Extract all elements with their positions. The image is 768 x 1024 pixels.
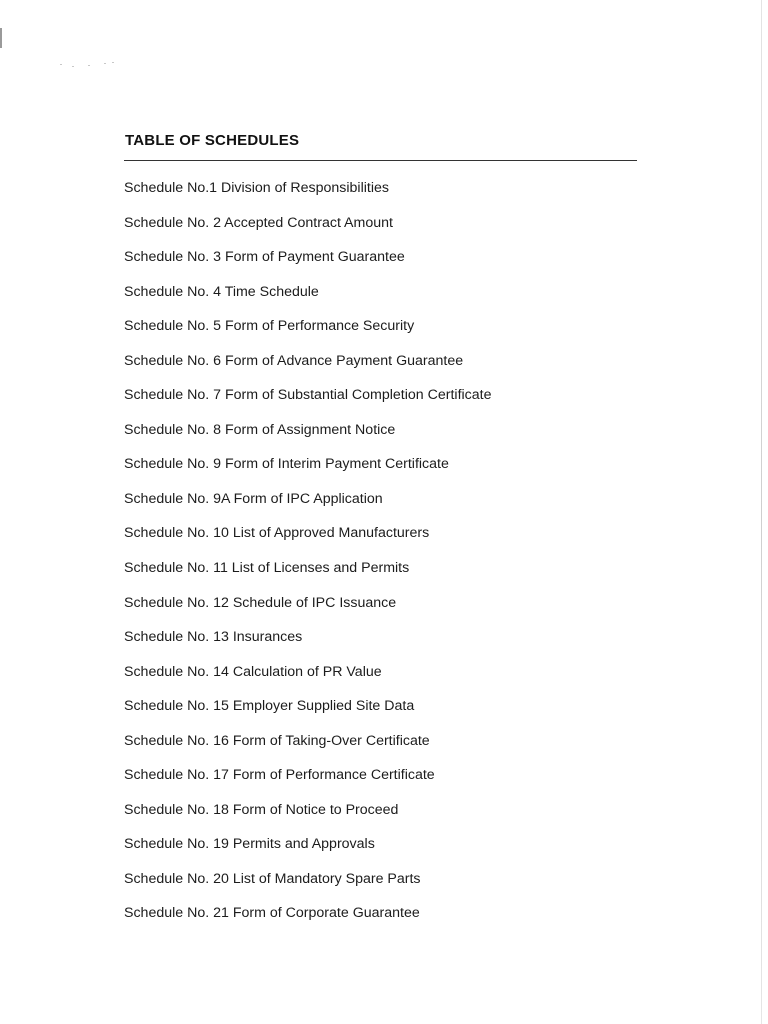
- page-title: TABLE OF SCHEDULES: [125, 132, 300, 149]
- schedule-item-5: Schedule No. 5 Form of Performance Security: [124, 318, 415, 335]
- schedule-item-1: Schedule No.1 Division of Responsibilities: [124, 180, 389, 196]
- schedule-item-17: Schedule No. 17 Form of Performance Certificate: [124, 767, 435, 784]
- schedule-list: [124, 179, 491, 939]
- schedule-item-9a: Schedule No. 9A Form of IPC Application: [124, 490, 383, 507]
- schedule-item-16: Schedule No. 16 Form of Taking-Over Certificate: [124, 732, 430, 749]
- scan-edge-shadow: [761, 0, 762, 1024]
- schedule-item-3: Schedule No. 3 Form of Payment Guarantee: [124, 249, 405, 266]
- schedule-item-2: Schedule No. 2 Accepted Contract Amount: [124, 214, 393, 231]
- scan-specks: [60, 60, 140, 70]
- schedule-item-8: Schedule No. 8 Form of Assignment Notice: [124, 421, 396, 438]
- schedule-item-10: Schedule No. 10 List of Approved Manufacturers: [124, 525, 430, 542]
- schedule-item-11: Schedule No. 11 List of Licenses and Permits: [124, 560, 410, 577]
- schedule-item-4: Schedule No. 4 Time Schedule: [124, 283, 319, 300]
- schedule-item-19: Schedule No. 19 Permits and Approvals: [124, 836, 375, 853]
- schedule-item-13: Schedule No. 13 Insurances: [124, 629, 303, 646]
- schedule-item-21: Schedule No. 21 Form of Corporate Guarantee: [124, 905, 420, 922]
- schedule-item-9: Schedule No. 9 Form of Interim Payment Certificate: [124, 456, 449, 473]
- schedule-item-15: Schedule No. 15 Employer Supplied Site Data: [124, 698, 415, 715]
- scan-edge-mark: [0, 28, 2, 48]
- schedule-item-20: Schedule No. 20 List of Mandatory Spare Parts: [124, 870, 421, 887]
- schedule-item-14: Schedule No. 14 Calculation of PR Value: [124, 663, 382, 680]
- schedule-item-18: Schedule No. 18 Form of Notice to Proceed: [124, 801, 399, 818]
- schedule-item-12: Schedule No. 12 Schedule of IPC Issuance: [124, 594, 397, 611]
- schedule-item-6: Schedule No. 6 Form of Advance Payment Guarantee: [124, 352, 464, 369]
- schedule-item-7: Schedule No. 7 Form of Substantial Completion Certificate: [124, 387, 492, 404]
- title-divider: [124, 160, 637, 161]
